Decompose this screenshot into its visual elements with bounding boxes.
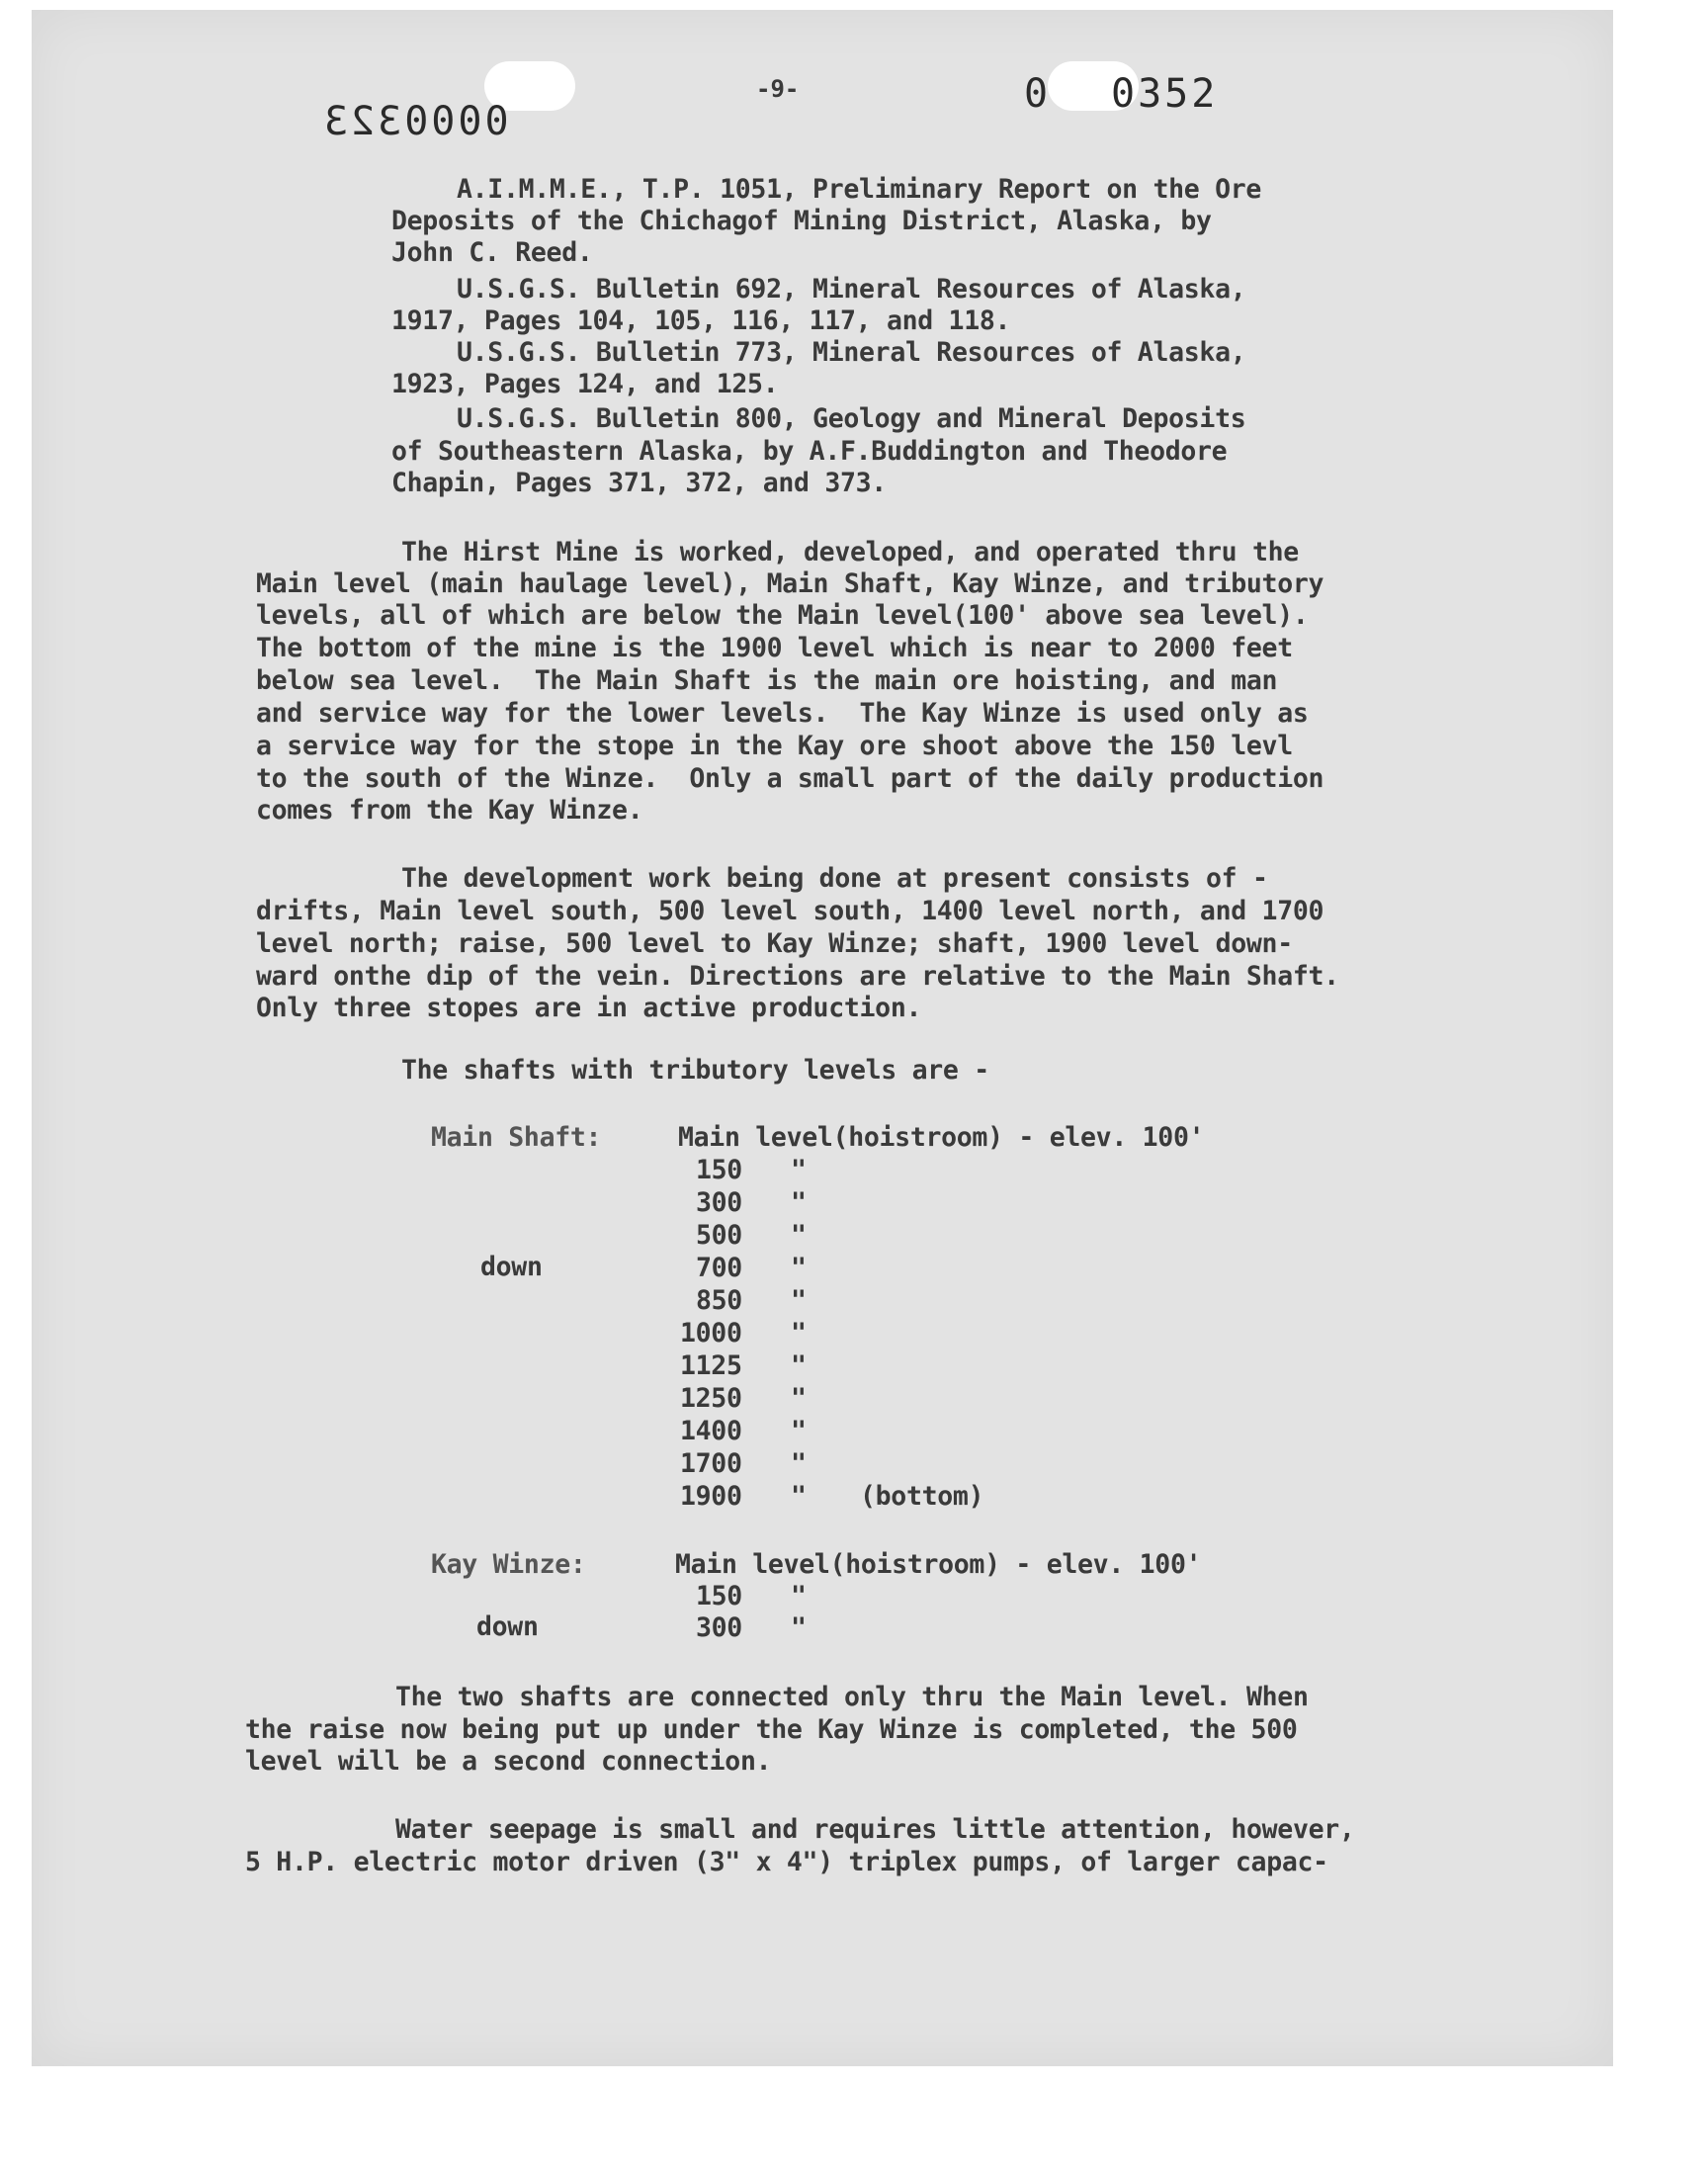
reference-4-line-2: of Southeastern Alaska, by A.F.Buddington and Theodore xyxy=(391,436,1228,467)
ditto-mark: " xyxy=(791,1383,807,1414)
para1-line-6: and service way for the lower levels. The Kay Winze is used only as xyxy=(256,698,1309,729)
ditto-mark: " xyxy=(791,1581,807,1611)
level-number: 700 xyxy=(696,1253,742,1283)
para1-line-5: below sea level. The Main Shaft is the main ore hoisting, and man xyxy=(256,665,1278,696)
kay-winze-direction: down xyxy=(476,1611,539,1642)
para2-line-5: Only three stopes are in active production. xyxy=(256,993,922,1023)
level-number: 500 xyxy=(696,1220,742,1251)
level-number: 300 xyxy=(696,1187,742,1218)
para1-line-2: Main level (main haulage level), Main Shaft, Kay Winze, and tributory xyxy=(256,568,1324,599)
page-number: -9- xyxy=(756,75,800,103)
kay-winze-label: Kay Winze: xyxy=(431,1549,586,1580)
ditto-mark: " xyxy=(791,1350,807,1381)
main-shaft-first-level: Main level(hoistroom) - elev. 100' xyxy=(678,1122,1205,1153)
level-number: 1900 xyxy=(680,1481,742,1512)
level-number: 850 xyxy=(696,1285,742,1316)
level-number: 1250 xyxy=(680,1383,742,1414)
ditto-mark: " xyxy=(791,1187,807,1218)
para4-line-1: Water seepage is small and requires little attention, however, xyxy=(395,1814,1355,1845)
reference-4-line-3: Chapin, Pages 371, 372, and 373. xyxy=(391,468,887,498)
ditto-mark: " xyxy=(791,1612,807,1643)
doc-number-stamp-left: 0000323 xyxy=(321,99,509,144)
level-number: 1125 xyxy=(680,1350,742,1381)
para2-line-2: drifts, Main level south, 500 level south, 1400 level north, and 1700 xyxy=(256,896,1324,926)
main-shaft-bottom-note: (bottom) xyxy=(860,1481,984,1512)
ditto-mark: " xyxy=(791,1416,807,1446)
level-number: 1000 xyxy=(680,1318,742,1348)
kay-winze-first-level: Main level(hoistroom) - elev. 100' xyxy=(675,1549,1202,1580)
doc-number-stamp-right: 0352 xyxy=(1111,71,1219,117)
reference-1-line-2: Deposits of the Chichagof Mining District, Alaska, by xyxy=(391,206,1212,236)
ditto-mark: " xyxy=(791,1253,807,1283)
para4-line-2: 5 H.P. electric motor driven (3" x 4") triplex pumps, of larger capac- xyxy=(245,1847,1328,1877)
reference-4-line-1: U.S.G.S. Bulletin 800, Geology and Mineral Deposits xyxy=(457,403,1246,434)
para1-line-8: to the south of the Winze. Only a small part of the daily production xyxy=(256,763,1324,794)
para1-line-4: The bottom of the mine is the 1900 level which is near to 2000 feet xyxy=(256,633,1293,663)
para2-line-4: ward onthe dip of the vein. Directions are relative to the Main Shaft. xyxy=(256,961,1339,992)
main-shaft-label: Main Shaft: xyxy=(431,1122,602,1153)
ditto-mark: " xyxy=(791,1448,807,1479)
level-number: 150 xyxy=(696,1155,742,1185)
para3-line-1: The two shafts are connected only thru the Main level. When xyxy=(395,1682,1309,1712)
para1-line-7: a service way for the stope in the Kay ore shoot above the 150 levl xyxy=(256,731,1293,761)
para3-line-3: level will be a second connection. xyxy=(245,1746,772,1777)
ditto-mark: " xyxy=(791,1155,807,1185)
para2-line-1: The development work being done at present consists of - xyxy=(401,863,1268,894)
reference-1-line-1: A.I.M.M.E., T.P. 1051, Preliminary Report on the Ore xyxy=(457,174,1262,205)
level-number: 1400 xyxy=(680,1416,742,1446)
reference-2-line-1: U.S.G.S. Bulletin 692, Mineral Resources of Alaska, xyxy=(457,274,1246,304)
para3-line-2: the raise now being put up under the Kay Winze is completed, the 500 xyxy=(245,1714,1298,1745)
ditto-mark: " xyxy=(791,1220,807,1251)
ditto-mark: " xyxy=(791,1318,807,1348)
para1-line-1: The Hirst Mine is worked, developed, and operated thru the xyxy=(401,537,1299,567)
reference-2-line-2: 1917, Pages 104, 105, 116, 117, and 118. xyxy=(391,305,1011,336)
level-number: 150 xyxy=(696,1581,742,1611)
level-number: 300 xyxy=(696,1612,742,1643)
doc-number-prefix: 0 xyxy=(1024,71,1052,117)
reference-1-line-3: John C. Reed. xyxy=(391,237,593,268)
ditto-mark: " xyxy=(791,1285,807,1316)
para1-line-3: levels, all of which are below the Main level(100' above sea level). xyxy=(256,600,1309,631)
ditto-mark: " xyxy=(791,1481,807,1512)
para2-line-3: level north; raise, 500 level to Kay Winze; shaft, 1900 level down- xyxy=(256,928,1293,959)
shafts-intro: The shafts with tributory levels are - xyxy=(401,1055,989,1086)
reference-3-line-1: U.S.G.S. Bulletin 773, Mineral Resources of Alaska, xyxy=(457,337,1246,368)
main-shaft-direction: down xyxy=(480,1252,543,1282)
level-number: 1700 xyxy=(680,1448,742,1479)
para1-line-9: comes from the Kay Winze. xyxy=(256,795,643,826)
reference-3-line-2: 1923, Pages 124, and 125. xyxy=(391,369,779,399)
